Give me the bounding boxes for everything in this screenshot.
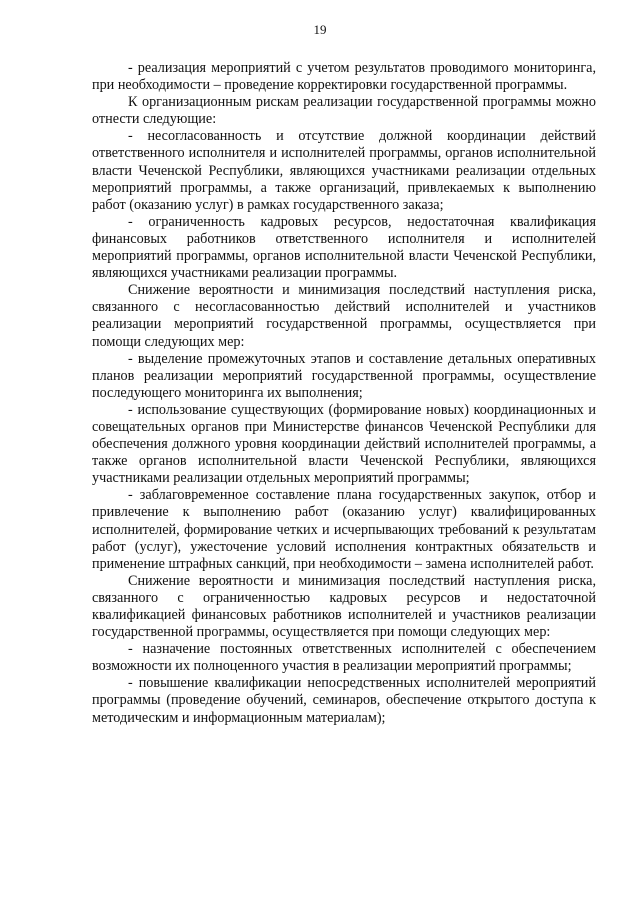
paragraph: - использование существующих (формирование новых) координационных и совещательных органов при Министерстве финансов Чеченской Республики для обеспечения должного уровня координации действий исполнителей программы, а также органов исполнительной власти Чеченской Республики, являющихся участниками реализации отдельных мероприятий программы; — [92, 401, 596, 487]
paragraph: - ограниченность кадровых ресурсов, недостаточная квалификация финансовых работников ответственного исполнителя и исполнителей мероприятий программы, органов исполнительной власти Чеченской Республики, являющихся участниками реализации программы. — [92, 213, 596, 282]
paragraph: - реализация мероприятий с учетом результатов проводимого мониторинга, при необходимости – проведение корректировки государственной программы. — [92, 60, 596, 94]
document-body — [92, 60, 596, 727]
paragraph: Снижение вероятности и минимизация последствий наступления риска, связанного с несогласованностью действий исполнителей и участников реализации мероприятий государственной программы, осуществляется при помощи следующих мер: — [92, 282, 596, 350]
paragraph: Снижение вероятности и минимизация последствий наступления риска, связанного с ограниченностью кадровых ресурсов и недостаточной квалификацией финансовых работников исполнителей и участников реализации государственной программы, осуществляется при помощи следующих мер: — [92, 572, 596, 641]
paragraph: - несогласованность и отсутствие должной координации действий ответственного исполнителя и исполнителей программы, органов исполнительной власти Чеченской Республики, являющихся участниками реализации отдельных мероприятий программы, а также организаций, привлекаемых к выполнению работ (оказанию услуг) в рамках государственного заказа; — [92, 128, 596, 213]
paragraph: - заблаговременное составление плана государственных закупок, отбор и привлечение к выполнению работ (оказанию услуг) квалифицированных исполнителей, формирование четких и исчерпывающих требований к результатам работ (услуг), ужесточение условий исполнения контрактных обязательств и применение штрафных санкций, при необходимости – замена исполнителей работ. — [92, 487, 596, 572]
paragraph: - повышение квалификации непосредственных исполнителей мероприятий программы (проведение обучений, семинаров, обеспечение открытого доступа к методическим и информационным материалам); — [92, 675, 596, 726]
paragraph: - назначение постоянных ответственных исполнителей с обеспечением возможности их полноценного участия в реализации мероприятий программы; — [92, 641, 596, 675]
paragraph: - выделение промежуточных этапов и составление детальных оперативных планов реализации мероприятий государственной программы, осуществление последующего мониторинга их выполнения; — [92, 350, 596, 401]
paragraph: К организационным рискам реализации государственной программы можно отнести следующие: — [92, 94, 596, 128]
page-number: 19 — [313, 22, 327, 37]
